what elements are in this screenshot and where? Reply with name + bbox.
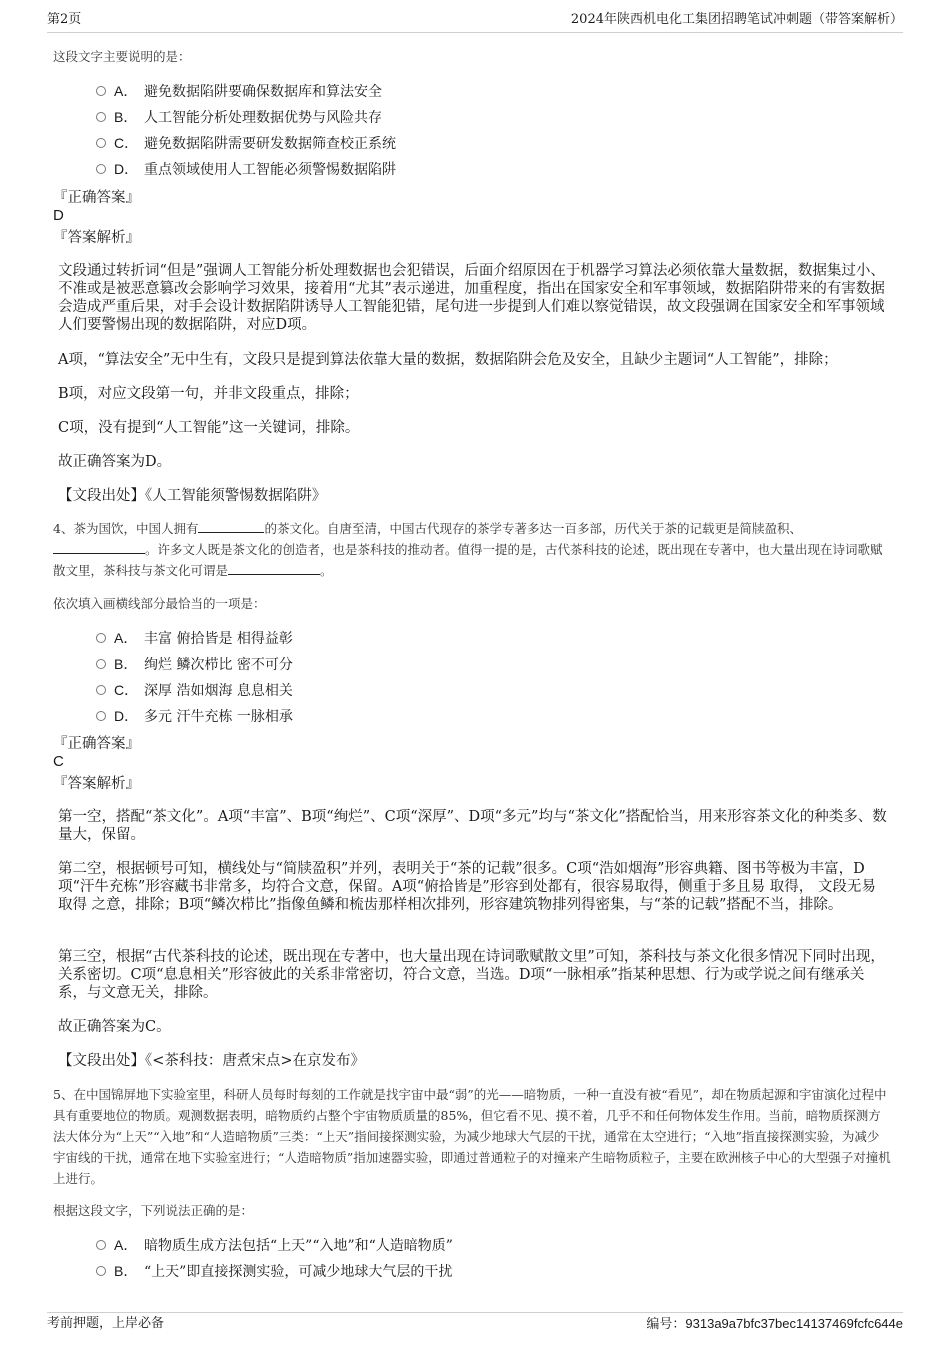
- q4-conclusion: 故正确答案为C。: [58, 1019, 171, 1035]
- radio-icon[interactable]: [96, 86, 106, 96]
- q5-prompt: 根据这段文字，下列说法正确的是：: [53, 1203, 254, 1218]
- radio-icon[interactable]: [96, 685, 106, 695]
- q3-analysis-a: A项，“算法安全”无中生有，文段只是提到算法依靠大量的数据，数据陷阱会危及安全，且缺少主题词“人工智能”，排除；: [58, 352, 838, 368]
- q3-answer: D: [53, 207, 64, 224]
- q3-prompt: 这段文字主要说明的是：: [53, 49, 191, 64]
- q4-option-a[interactable]: A． 丰富 俯拾皆是 相得益彰: [96, 628, 293, 649]
- radio-icon[interactable]: [96, 164, 106, 174]
- document-title: 2024年陕西机电化工集团招聘笔试冲刺题（带答案解析）: [570, 12, 903, 27]
- blank-3: [228, 562, 320, 575]
- q5-option-b[interactable]: B． “上天”即直接探测实验，可减少地球大气层的干扰: [96, 1261, 452, 1282]
- radio-icon[interactable]: [96, 1240, 106, 1250]
- q4-prompt: 依次填入画横线部分最恰当的一项是：: [53, 596, 266, 611]
- radio-icon[interactable]: [96, 659, 106, 669]
- q3-analysis-main: 文段通过转折词“但是”强调人工智能分析处理数据也会犯错误，后面介绍原因在于机器学习算法必须依靠大量数据，数据集过小、不准或是被恶意篡改会影响学习效果，接着用“尤其”表示递进，加重程度，指出在国家安全和军事领域，数据陷阱带来的有害数据会造成严重后果，对手会设计数据陷阱诱导人工智能犯错，尾句进一步提到人们难以察觉错误，故文段强调在国家安全和军事领域人们要警惕出现的数据陷阱，对应D项。: [58, 263, 885, 333]
- q3-answer-label: 『正确答案』: [53, 190, 140, 206]
- radio-icon[interactable]: [96, 1266, 106, 1276]
- q3-analysis-b: B项，对应文段第一句，并非文段重点，排除；: [58, 386, 359, 402]
- q3-analysis-label: 『答案解析』: [53, 230, 140, 246]
- page-header: [47, 10, 903, 33]
- q3-option-a[interactable]: A． 避免数据陷阱要确保数据库和算法安全: [96, 81, 382, 102]
- q4-analysis-blank2: 第二空，根据顿号可知，横线处与“简牍盈积”并列，表明关于“茶的记载”很多。C项“浩如烟海”形容典籍、图书等极为丰富，D项“汗牛充栋”形容藏书非常多，均符合文意，保留。A项“俯拾皆是”形容到处都有，很容易取得，侧重于多且易 取得， 文段无易 取得 之意，排除；B项“鳞次栉比”指像鱼鳞和梳齿那样相次排列，形容建筑物排列得密集，与“茶的记载”搭配不当，排除。: [58, 861, 876, 913]
- q3-option-c[interactable]: C． 避免数据陷阱需要研发数据筛查校正系统: [96, 133, 396, 154]
- radio-icon[interactable]: [96, 633, 106, 643]
- page-footer: [47, 1312, 903, 1333]
- q4-option-c[interactable]: C． 深厚 浩如烟海 息息相关: [96, 680, 293, 701]
- radio-icon[interactable]: [96, 711, 106, 721]
- radio-icon[interactable]: [96, 112, 106, 122]
- q4-stem: 4、茶为国饮，中国人拥有 的茶文化。自唐至清，中国古代现存的茶学专著多达一百多部，历代关于茶的记载更是简牍盈积、。许多文人既是茶文化的创造者，也是茶科技的推动者。值得一提的是，古代茶科技的论述，既出现在专著中，也大量出现在诗词歌赋散文里，茶科技与茶文化可谓是 。: [53, 521, 883, 578]
- q3-source: 【文段出处】《人工智能须警惕数据陷阱》: [58, 488, 327, 504]
- q4-analysis-blank1: 第一空，搭配“茶文化”。A项“丰富”、B项“绚烂”、C项“深厚”、D项“多元”均与“茶文化”搭配恰当，用来形容茶文化的种类多、数量大，保留。: [58, 809, 887, 843]
- q4-answer-label: 『正确答案』: [53, 736, 140, 752]
- blank-2: [53, 541, 145, 554]
- document-code: 编号：9313a9a7bfc37bec14137469fcfc644e: [646, 1316, 903, 1332]
- q3-option-d[interactable]: D． 重点领域使用人工智能必须警惕数据陷阱: [96, 159, 396, 180]
- q4-source: 【文段出处】《<茶科技：唐煮宋点>在京发布》: [58, 1053, 366, 1069]
- q4-option-b[interactable]: B． 绚烂 鳞次栉比 密不可分: [96, 654, 293, 675]
- footer-slogan: 考前押题，上岸必备: [47, 1316, 165, 1331]
- q4-answer: C: [53, 753, 64, 770]
- blank-1: [198, 520, 264, 533]
- q4-analysis-blank3: 第三空，根据“古代茶科技的论述，既出现在专著中，也大量出现在诗词歌赋散文里”可知，茶科技与茶文化很多情况下同时出现，关系密切。C项“息息相关”形容彼此的关系非常密切，符合文意，当选。D项“一脉相承”指某种思想、行为或学说之间有继承关系，与文意无关，排除。: [58, 949, 885, 1001]
- q3-option-b[interactable]: B． 人工智能分析处理数据优势与风险共存: [96, 107, 382, 128]
- q5-stem: 5、在中国锦屏地下实验室里，科研人员每时每刻的工作就是找宇宙中最“弱”的光——暗物质，一种一直没有被“看见”，却在物质起源和宇宙演化过程中具有重要地位的物质。观测数据表明，暗物质约占整个宇宙物质质量的85%，但它看不见、摸不着，几乎不和任何物体发生作用。当前，暗物质探测方法大体分为“上天”“入地”和“人造暗物质”三类：“上天”指间接探测实验，为减少地球大气层的干扰，通常在太空进行；“入地”指直接探测实验，为减少宇宙线的干扰，通常在地下实验室进行；“人造暗物质”指加速器实验，即通过普通粒子的对撞来产生暗物质粒子，主要在欧洲核子中心的大型强子对撞机上进行。: [53, 1087, 891, 1186]
- q3-analysis-c: C项，没有提到“人工智能”这一关键词，排除。: [58, 420, 360, 436]
- q3-conclusion: 故正确答案为D。: [58, 454, 172, 470]
- radio-icon[interactable]: [96, 138, 106, 148]
- q5-option-a[interactable]: A． 暗物质生成方法包括“上天”“入地”和“人造暗物质”: [96, 1235, 453, 1256]
- q4-analysis-label: 『答案解析』: [53, 776, 140, 792]
- page-number: 第2页: [47, 12, 82, 27]
- q4-option-d[interactable]: D． 多元 汗牛充栋 一脉相承: [96, 706, 293, 727]
